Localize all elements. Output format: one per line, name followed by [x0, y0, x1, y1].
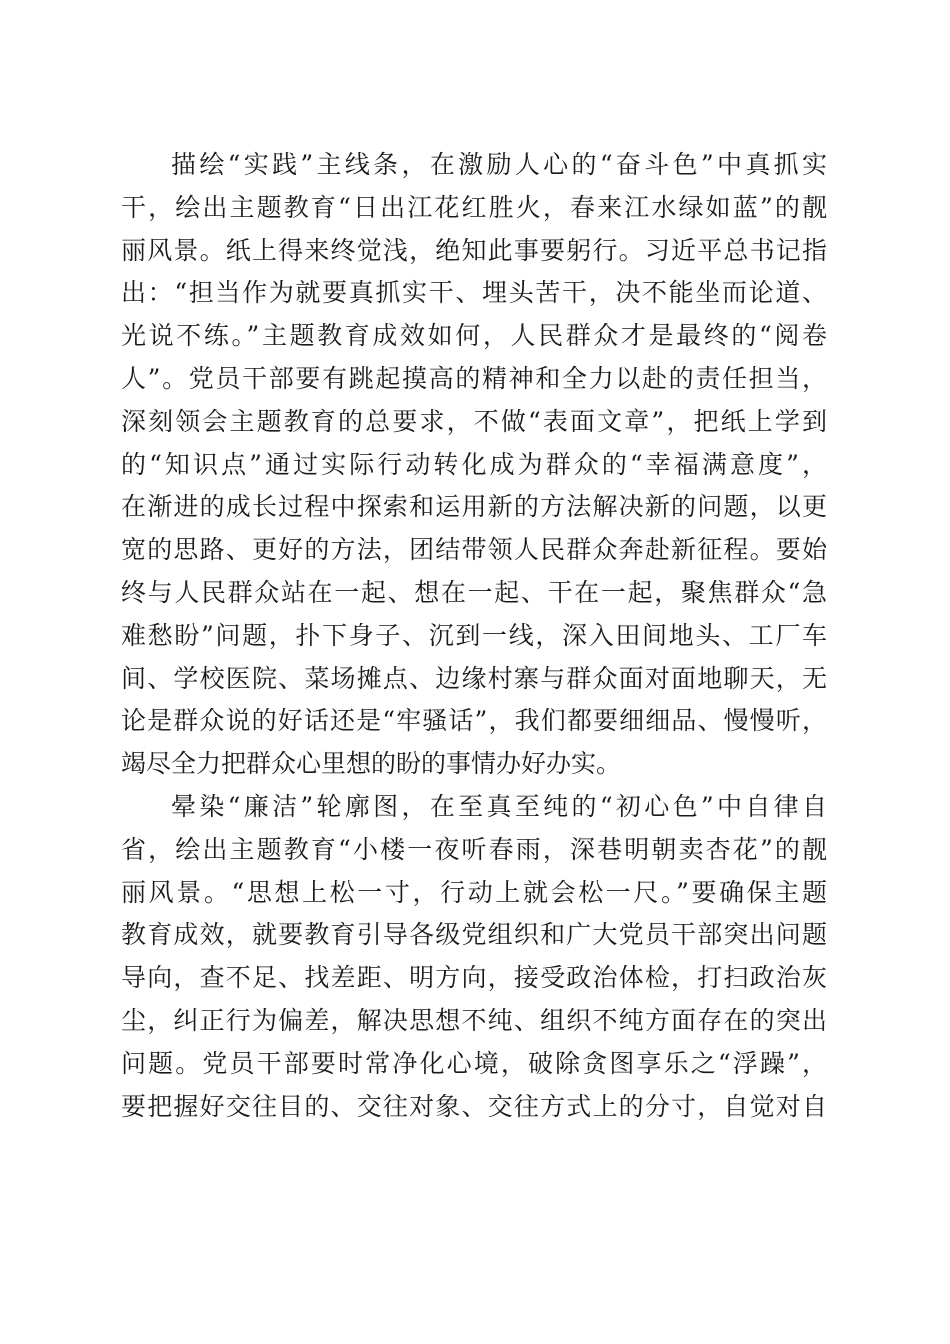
- paragraph-line: 晕染“廉洁”轮廓图，在至真至纯的“初心色”中自律自: [171, 791, 827, 821]
- paragraph-line: 干，绘出主题教育“日出江花红胜火，春来江水绿如蓝”的靓: [121, 192, 827, 222]
- paragraph-line: 终与人民群众站在一起、想在一起、干在一起，聚焦群众“急: [121, 577, 827, 607]
- paragraph-line: 要把握好交往目的、交往对象、交往方式上的分寸，自觉对自: [121, 1091, 827, 1121]
- paragraph-line: 丽风景。纸上得来终觉浅，绝知此事要躬行。习近平总书记指: [121, 235, 827, 265]
- paragraph-line: 难愁盼”问题，扑下身子、沉到一线，深入田间地头、工厂车: [121, 620, 827, 650]
- paragraph-line: 在渐进的成长过程中探索和运用新的方法解决新的问题，以更: [121, 492, 827, 522]
- paragraph-line: 省，绘出主题教育“小楼一夜听春雨，深巷明朝卖杏花”的靓: [121, 834, 827, 864]
- paragraph-line: 尘，纠正行为偏差，解决思想不纯、组织不纯方面存在的突出: [121, 1005, 827, 1035]
- paragraph-line: 出：“担当作为就要真抓实干、埋头苦干，决不能坐而论道、: [121, 278, 827, 308]
- paragraph-line: 人”。党员干部要有跳起摸高的精神和全力以赴的责任担当，: [121, 363, 827, 393]
- paragraph-line: 宽的思路、更好的方法，团结带领人民群众奔赴新征程。要始: [121, 535, 827, 565]
- paragraph-line: 问题。党员干部要时常净化心境，破除贪图享乐之“浮躁”，: [121, 1048, 827, 1078]
- paragraph-practice: [121, 144, 827, 786]
- paragraph-line: 的“知识点”通过实际行动转化成为群众的“幸福满意度”，: [121, 449, 827, 479]
- paragraph-line: 光说不练。”主题教育成效如何，人民群众才是最终的“阅卷: [121, 321, 827, 351]
- paragraph-line: 论是群众说的好话还是“牢骚话”，我们都要细细品、慢慢听，: [121, 706, 827, 736]
- paragraph-line: 教育成效，就要教育引导各级党组织和广大党员干部突出问题: [121, 920, 827, 950]
- paragraph-line: 竭尽全力把群众心里想的盼的事情办好办实。: [121, 749, 622, 779]
- paragraph-line: 间、学校医院、菜场摊点、边缘村寨与群众面对面地聊天，无: [121, 663, 827, 693]
- paragraph-line: 描绘“实践”主线条，在激励人心的“奋斗色”中真抓实: [171, 150, 827, 179]
- paragraph-integrity: [121, 786, 827, 1128]
- paragraph-line: 丽风景。“思想上松一寸，行动上就会松一尺。”要确保主题: [121, 877, 827, 907]
- paragraph-line: 深刻领会主题教育的总要求，不做“表面文章”，把纸上学到: [121, 406, 827, 436]
- document-body: [121, 144, 827, 1128]
- paragraph-line: 导向，查不足、找差距、明方向，接受政治体检，打扫政治灰: [121, 963, 827, 993]
